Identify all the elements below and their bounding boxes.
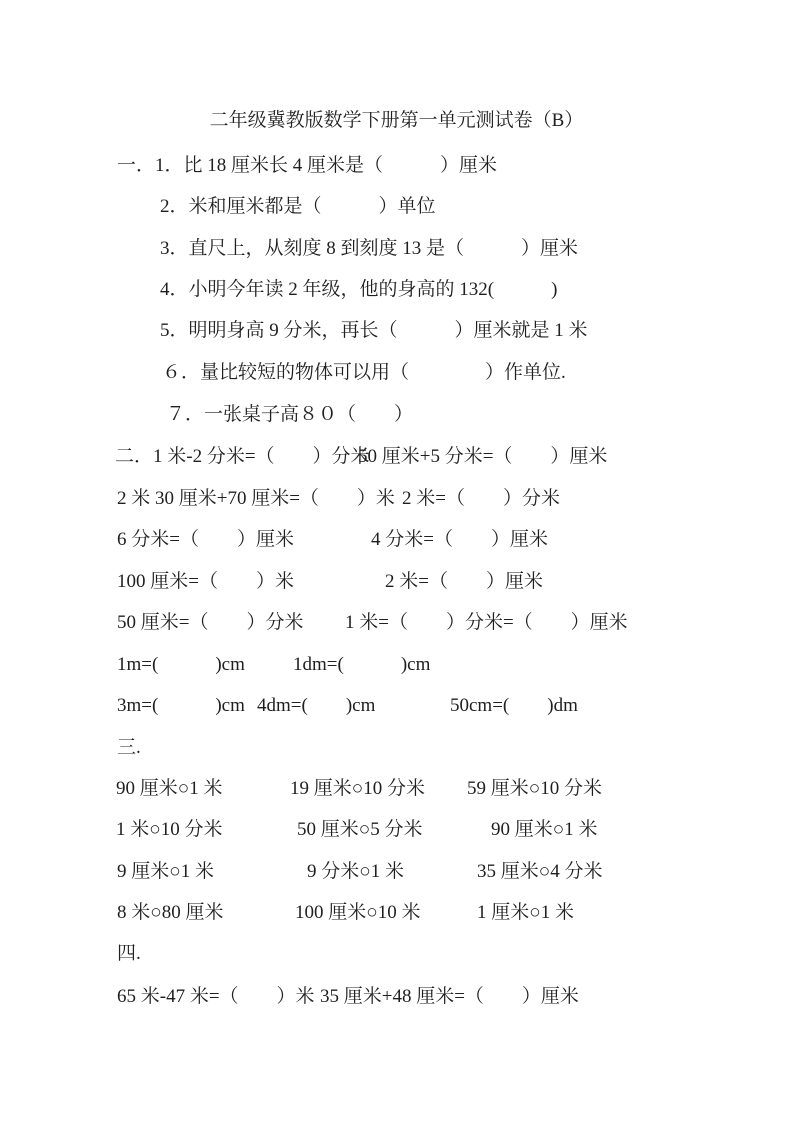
section2-row-2 <box>0 483 793 509</box>
section1-question-5 <box>0 315 793 341</box>
question-text: 3．直尺上，从刻度 8 到刻度 13 是（ ）厘米 <box>160 238 579 259</box>
comparison-expression: 90 厘米○1 米 <box>116 778 223 799</box>
conversion-expression: 50 厘米+5 分米=（ ）厘米 <box>358 446 608 467</box>
conversion-expression: 50cm=( )dm <box>450 695 578 716</box>
section2-row-7 <box>0 690 793 716</box>
section1-question-6 <box>0 357 793 383</box>
conversion-expression: 1 米=（ ）分米=（ ）厘米 <box>345 612 628 633</box>
question-text: ７．一张桌子高８０（ ） <box>166 404 414 425</box>
page-title: 二年级冀教版数学下册第一单元测试卷（B） <box>209 110 584 131</box>
conversion-expression: 4 分米=（ ）厘米 <box>371 529 548 550</box>
section2-row-1 <box>0 441 793 467</box>
section1-question-7 <box>0 399 793 425</box>
question-text: 2．米和厘米都是（ ）单位 <box>160 196 436 217</box>
section1-question-3 <box>0 233 793 259</box>
conversion-expression: 3m=( )cm <box>117 695 245 716</box>
section2-row-5 <box>0 607 793 633</box>
conversion-expression: 4dm=( )cm <box>257 695 376 716</box>
conversion-expression: 100 厘米=（ ）米 <box>117 571 294 592</box>
comparison-expression: 59 厘米○10 分米 <box>467 778 602 799</box>
section2-row-3 <box>0 524 793 550</box>
comparison-expression: 19 厘米○10 分米 <box>290 778 425 799</box>
arithmetic-expression: 35 厘米+48 厘米=（ ）厘米 <box>320 986 579 1007</box>
comparison-expression: 35 厘米○4 分米 <box>477 861 603 882</box>
comparison-expression: 100 厘米○10 米 <box>295 902 421 923</box>
conversion-expression: 6 分米=（ ）厘米 <box>117 529 294 550</box>
section-label: 四. <box>117 943 141 964</box>
section3-row-4 <box>0 897 793 923</box>
comparison-expression: 90 厘米○1 米 <box>491 819 598 840</box>
conversion-expression: 2 米=（ ）厘米 <box>385 571 543 592</box>
conversion-expression: 2 米 30 厘米+70 厘米=（ ）米 <box>117 488 395 509</box>
comparison-expression: 1 米○10 分米 <box>116 819 223 840</box>
comparison-expression: 9 厘米○1 米 <box>117 861 214 882</box>
comparison-expression: 9 分米○1 米 <box>307 861 404 882</box>
conversion-expression: 2 米=（ ）分米 <box>402 488 560 509</box>
question-text: 一．1．比 18 厘米长 4 厘米是（ ）厘米 <box>117 155 498 176</box>
comparison-expression: 8 米○80 厘米 <box>117 902 224 923</box>
section4-label <box>0 938 793 964</box>
question-text: ６．量比较短的物体可以用（ ）作单位. <box>162 362 566 383</box>
section1-question-1 <box>0 150 793 176</box>
section1-question-4 <box>0 274 793 300</box>
section2-row-4 <box>0 566 793 592</box>
section2-row-6 <box>0 649 793 675</box>
conversion-expression: 1dm=( )cm <box>293 654 431 675</box>
conversion-expression: 二．1 米-2 分米=（ ）分米 <box>115 446 370 467</box>
section-label: 三. <box>117 737 141 758</box>
section4-row-1 <box>0 981 793 1007</box>
section3-row-3 <box>0 856 793 882</box>
conversion-expression: 50 厘米=（ ）分米 <box>117 612 304 633</box>
comparison-expression: 50 厘米○5 分米 <box>297 819 423 840</box>
section3-row-1 <box>0 773 793 799</box>
section3-row-2 <box>0 814 793 840</box>
arithmetic-expression: 65 米-47 米=（ ）米 <box>117 986 315 1007</box>
comparison-expression: 1 厘米○1 米 <box>477 902 574 923</box>
conversion-expression: 1m=( )cm <box>117 654 245 675</box>
section3-label <box>0 732 793 758</box>
question-text: 5．明明身高 9 分米，再长（ ）厘米就是 1 米 <box>160 320 588 341</box>
section1-question-2 <box>0 191 793 217</box>
question-text: 4．小明今年读 2 年级，他的身高的 132( ) <box>160 279 558 300</box>
